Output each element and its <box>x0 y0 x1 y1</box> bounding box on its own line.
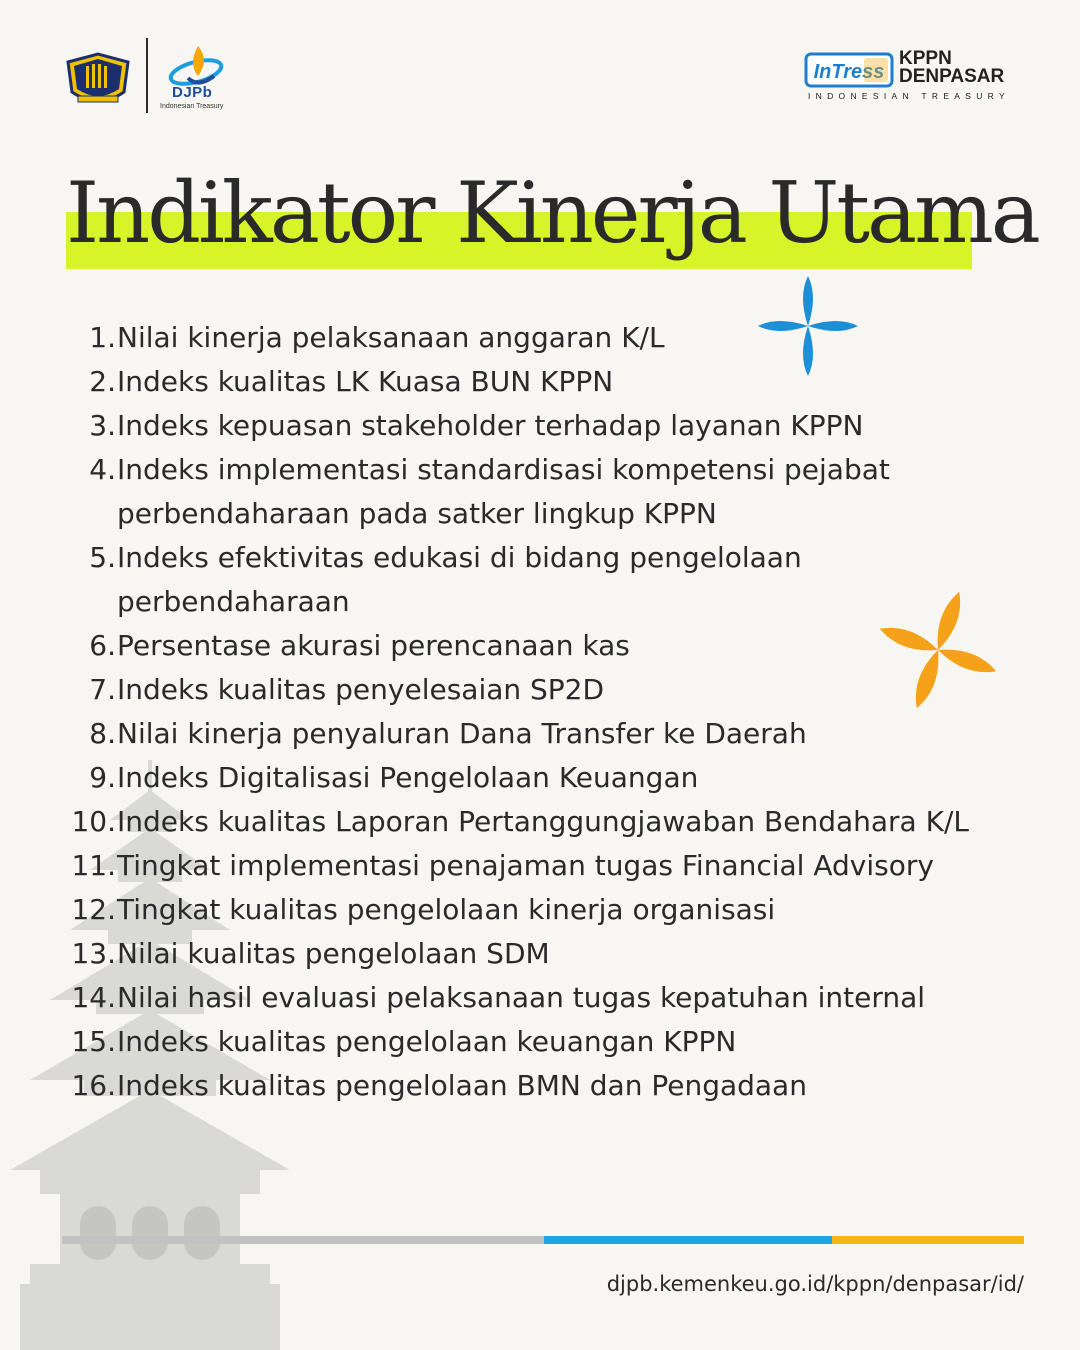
kpi-text: Indeks kualitas penyelesaian SP2D <box>117 673 605 706</box>
office-name: KPPN DENPASAR <box>899 48 1005 87</box>
intress-label: InTress <box>813 61 885 83</box>
kpi-text: Indeks kualitas LK Kuasa BUN KPPN <box>117 365 614 398</box>
office-tagline: INDONESIAN TREASURY <box>808 91 1010 101</box>
kpi-text: Nilai kinerja penyaluran Dana Transfer ke Daerah <box>117 717 807 750</box>
footer-bar-blue <box>544 1236 832 1244</box>
kpi-number: 1. <box>89 321 116 354</box>
kpi-item <box>0 888 1040 932</box>
kpi-text: Nilai kinerja pelaksanaan anggaran K/L <box>117 321 665 354</box>
kpi-item <box>0 844 1040 888</box>
kpi-text: Indeks kepuasan stakeholder terhadap layanan KPPN <box>117 409 864 442</box>
kpi-text: Indeks kualitas Laporan Pertanggungjawaban Bendahara K/L <box>117 805 970 838</box>
kpi-text: Nilai kualitas pengelolaan SDM <box>117 937 550 970</box>
kpi-number: 2. <box>89 365 116 398</box>
kpi-text: Nilai hasil evaluasi pelaksanaan tugas kepatuhan internal <box>117 981 926 1014</box>
kpi-item <box>0 756 1040 800</box>
djpb-subtitle: Indonesian Treasury <box>160 103 224 110</box>
kpi-item <box>0 536 1040 624</box>
kpi-text: Persentase akurasi perencanaan kas <box>117 629 630 662</box>
kpi-text: Indeks kualitas pengelolaan BMN dan Pengadaan <box>117 1069 807 1102</box>
kpi-list <box>0 316 1040 1108</box>
kpi-number: 5. <box>89 541 116 574</box>
kpi-text: Indeks Digitalisasi Pengelolaan Keuangan <box>117 761 699 794</box>
kpi-text: Tingkat implementasi penajaman tugas Financial Advisory <box>117 849 934 882</box>
kpi-item <box>0 800 1040 844</box>
kpi-text: Tingkat kualitas pengelolaan kinerja organisasi <box>117 893 776 926</box>
kpi-item <box>0 712 1040 756</box>
kpi-text: Indeks kualitas pengelolaan keuangan KPPN <box>117 1025 737 1058</box>
kpi-text: Indeks efektivitas edukasi di bidang pengelolaan perbendaharaan <box>117 541 802 618</box>
kpi-number: 13. <box>71 937 116 970</box>
kpi-number: 12. <box>71 893 116 926</box>
intress-logo <box>804 52 894 88</box>
kpi-number: 6. <box>89 629 116 662</box>
kpi-item <box>0 932 1040 976</box>
kpi-item <box>0 1064 1040 1108</box>
djpb-label: DJPb <box>172 84 213 101</box>
footer-bar-grey <box>62 1236 544 1244</box>
kemenkeu-logo <box>64 52 132 106</box>
kpi-number: 10. <box>71 805 116 838</box>
kpi-item <box>0 360 1040 404</box>
kpi-item <box>0 448 1040 536</box>
logo-divider <box>146 38 148 113</box>
website-url[interactable]: djpb.kemenkeu.go.id/kppn/denpasar/id/ <box>606 1272 1024 1296</box>
kpi-item <box>0 404 1040 448</box>
kpi-number: 8. <box>89 717 116 750</box>
kpi-number: 9. <box>89 761 116 794</box>
kpi-number: 4. <box>89 453 116 486</box>
kpi-item <box>0 624 1040 668</box>
footer-bar-yellow <box>832 1236 1024 1244</box>
kpi-item <box>0 668 1040 712</box>
kpi-item <box>0 1020 1040 1064</box>
kpi-number: 14. <box>71 981 116 1014</box>
kpi-number: 11. <box>71 849 116 882</box>
kpi-item <box>0 316 1040 360</box>
kpi-item <box>0 976 1040 1020</box>
kpi-number: 7. <box>89 673 116 706</box>
kpi-number: 3. <box>89 409 116 442</box>
page-title: Indikator Kinerja Utama <box>66 164 1038 262</box>
kpi-number: 15. <box>71 1025 116 1058</box>
kpi-text: Indeks implementasi standardisasi kompetensi pejabat perbendaharaan pada satker lingkup KPPN <box>117 453 890 530</box>
kpi-number: 16. <box>71 1069 116 1102</box>
